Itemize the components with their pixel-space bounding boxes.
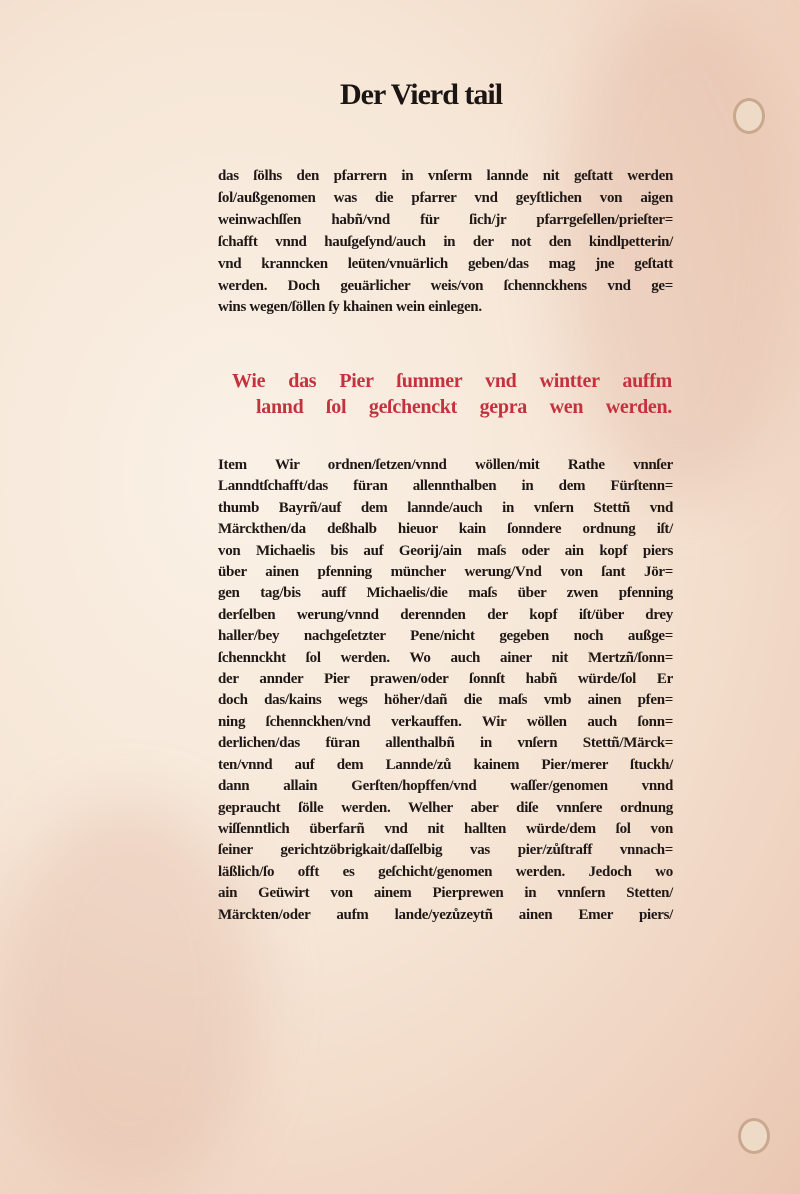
binding-ring-icon	[733, 98, 765, 134]
text-line: Lanndtſchafft/das füran allennthalben in dem Fürſtenn=	[218, 478, 673, 495]
text-line: ain Geüwirt von ainem Pierprewen in vnnſern Stetten/	[218, 885, 673, 902]
section-rubric	[232, 368, 672, 420]
text-line: werden. Doch geuärlicher weis/von ſchennckhens vnd ge=	[218, 277, 673, 294]
text-line: weinwachſſen habñ/vnd für ſich/jr pfarrgeſellen/prieſter=	[218, 211, 673, 228]
text-line: über ainen pfenning müncher werung/Vnd von ſant Jör=	[218, 564, 673, 581]
text-line: gen tag/bis auff Michaelis/die maſs über zwen pfenning	[218, 585, 673, 602]
text-line: doch das/kains wegs höher/dañ die maſs vmb ainen pfen=	[218, 692, 673, 709]
text-line: der annder Pier prawen/oder ſonnſt habñ würde/ſol Er	[218, 671, 673, 688]
text-line: ſol/außgenomen was die pfarrer vnd geyſtlichen von aigen	[218, 189, 673, 206]
text-line: Märckten/oder aufm lande/yezůzeytñ ainen Emer piers/	[218, 906, 673, 923]
text-line: thumb Bayrñ/auf dem lannde/auch in vnſern Stettñ vnd	[218, 499, 673, 516]
page-heading: Der Vierd tail	[340, 78, 503, 111]
text-line: Item Wir ordnen/ſetzen/vnnd wöllen/mit Rathe vnnſer	[218, 457, 673, 473]
text-line: ning ſchennckhen/vnd verkauffen. Wir wöllen auch ſonn=	[218, 713, 673, 730]
text-line: dann allain Gerſten/hopffen/vnd waſſer/genomen vnnd	[218, 778, 673, 795]
text-line: derſelben werung/vnnd derennden der kopf iſt/über drey	[218, 606, 673, 623]
text-line: das ſölhs den pfarrern in vnſerm lannde nit geſtatt werden	[218, 168, 673, 184]
rubric-line: Wie das Pier ſummer vnd wintter auffm	[232, 370, 672, 392]
text-line: vnd kranncken leüten/vnuärlich geben/das mag jne geſtatt	[218, 255, 673, 272]
text-line: haller/bey nachgeſetzter Pene/nicht gegeben noch außge=	[218, 628, 673, 645]
text-line: läßlich/ſo offt es geſchicht/genomen werden. Jedoch wo	[218, 863, 673, 880]
text-line: ſchennckht ſol werden. Wo auch ainer nit Mertzñ/ſonn=	[218, 649, 673, 666]
text-line: ten/vnnd auf dem Lannde/zů kainem Pier/merer ſtuckh/	[218, 756, 673, 773]
text-line: von Michaelis bis auf Georij/ain maſs oder ain kopf piers	[218, 542, 673, 559]
paragraph-2	[218, 455, 673, 926]
rubric-line: lannd ſol geſchenckt gepra wen werden.	[256, 396, 672, 418]
text-line: wiſſenntlich überfarñ vnd nit hallten würde/dem ſol von	[218, 820, 673, 837]
text-line: ſeiner gerichtzöbrigkait/daſſelbig vas pier/zůſtraff vnnach=	[218, 842, 673, 859]
text-line: gepraucht ſölle werden. Welher aber diſe vnnſere ordnung	[218, 799, 673, 816]
text-line: ſchafft vnnd hauſgeſynd/auch in der not den kindlpetterin/	[218, 233, 673, 250]
binding-ring-icon	[738, 1118, 770, 1154]
text-line: wins wegen/ſöllen ſy khainen wein einlegen.	[218, 299, 482, 316]
text-line: derlichen/das füran allenthalbñ in vnſern Stettñ/Märck=	[218, 735, 673, 752]
text-line: Märckthen/da deßhalb hieuor kain ſonndere ordnung iſt/	[218, 521, 673, 538]
paragraph-1	[218, 166, 673, 319]
